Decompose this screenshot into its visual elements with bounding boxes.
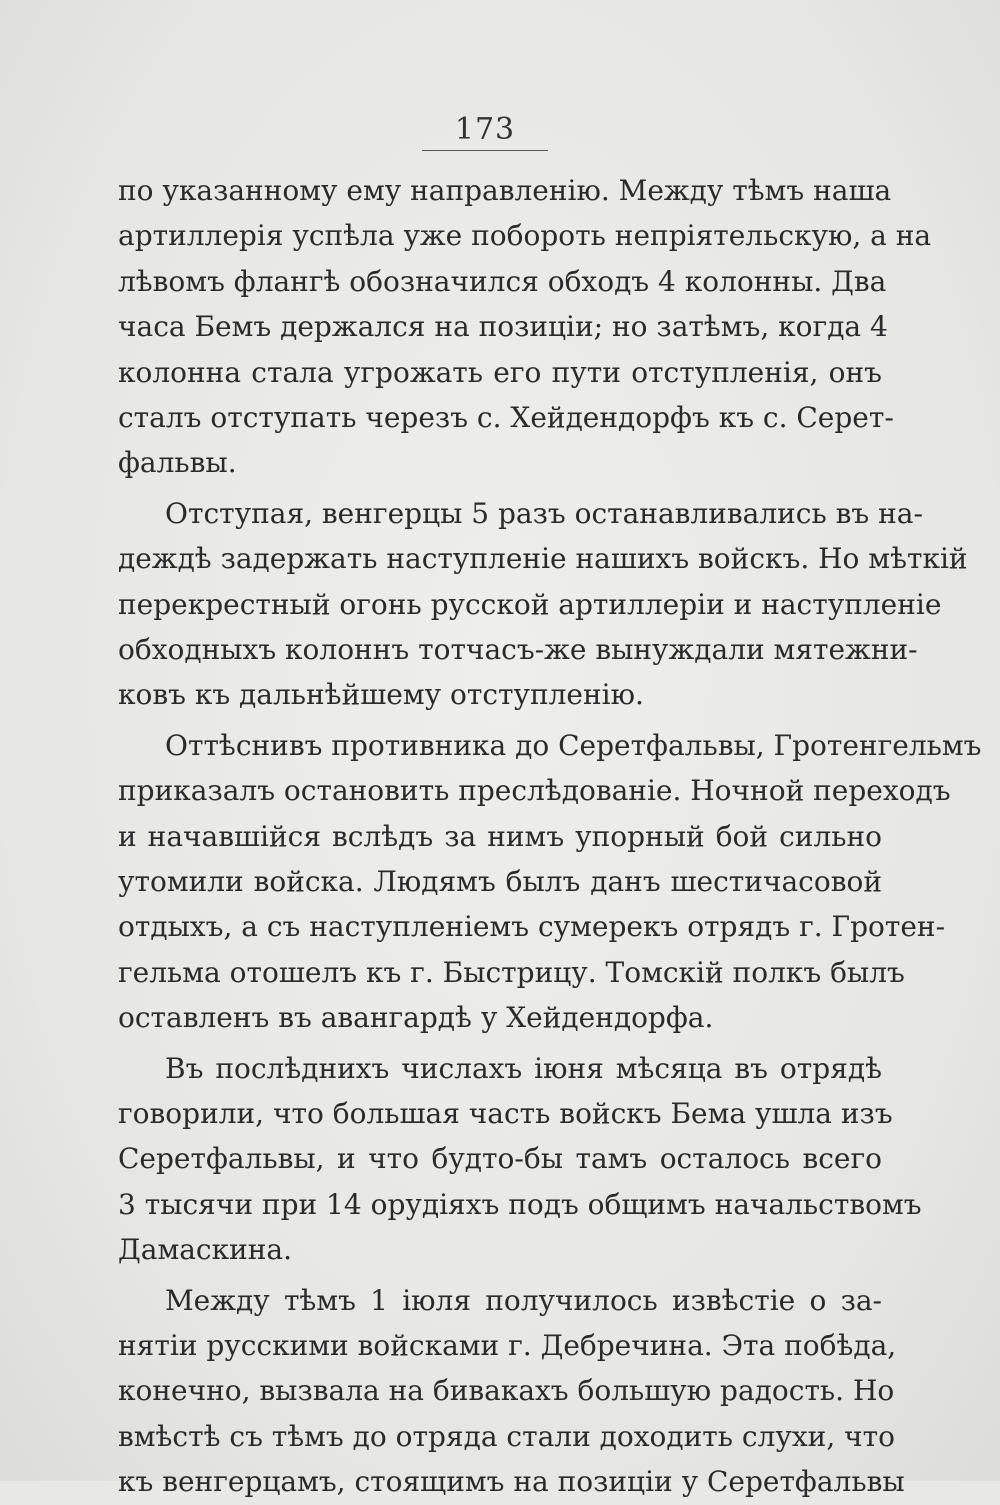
text-line: къ венгерцамъ, стоящимъ на позиціи у Серетфальвы: [118, 1465, 905, 1499]
text-line: перекрестный огонь русской артиллеріи и наступленіе: [118, 587, 942, 621]
text-line: утомили войска. Людямъ былъ данъ шестичасовой: [118, 865, 882, 898]
paragraph-first-line: Между тѣмъ 1 іюля получилось извѣстіе о за-: [165, 1283, 882, 1317]
text-line: обходныхъ колоннъ тотчасъ-же вынуждали мятежни-: [118, 633, 918, 666]
text-line: оставленъ въ авангардѣ у Хейдендорфа.: [118, 1001, 714, 1035]
text-line: Серетфальвы, и что будто-бы тамъ осталось всего: [118, 1142, 882, 1176]
text-line: конечно, вызвала на бивакахъ большую радость. Но: [118, 1374, 895, 1408]
text-line: фальвы.: [118, 446, 237, 480]
text-line: сталъ отступать черезъ с. Хейдендорфъ къ с. Серет-: [118, 401, 894, 434]
text-line: часа Бемъ держался на позиціи; но затѣмъ, когда 4: [118, 310, 888, 344]
text-line: артиллерія успѣла уже побороть непріятельскую, а на: [118, 219, 932, 253]
text-line: деждѣ задержать наступленіе нашихъ войскъ. Но мѣткій: [118, 542, 968, 576]
text-line: приказалъ остановить преслѣдованіе. Ночной переходъ: [118, 774, 951, 808]
paragraph-first-line: Оттѣснивъ противника до Серетфальвы, Гротенгельмъ: [165, 728, 982, 762]
text-line: говорили, что большая часть войскъ Бема ушла изъ: [118, 1097, 893, 1130]
paragraph-first-line: Въ послѣднихъ числахъ іюня мѣсяца въ отрядѣ: [165, 1051, 882, 1085]
text-line: отдыхъ, а съ наступленіемъ сумерекъ отрядъ г. Гротен-: [118, 910, 946, 944]
paragraph-first-line: Отступая, венгерцы 5 разъ останавливались въ на-: [165, 496, 923, 530]
text-line: ковъ къ дальнѣйшему отступленію.: [118, 678, 644, 712]
text-line: нятіи русскими войсками г. Дебречина. Эта побѣда,: [118, 1329, 897, 1362]
text-line: вмѣстѣ съ тѣмъ до отряда стали доходить слухи, что: [118, 1419, 895, 1453]
page-number-rule: [422, 150, 548, 151]
text-line: колонна стала угрожать его пути отступленія, онъ: [118, 355, 882, 389]
text-line: Дамаскина.: [118, 1233, 293, 1267]
text-line: и начавшійся вслѣдъ за нимъ упорный бой сильно: [118, 819, 882, 853]
page-number: 173: [454, 112, 516, 147]
text-line: по указанному ему направленію. Между тѣмъ наша: [118, 174, 892, 207]
text-line: 3 тысячи при 14 орудіяхъ подъ общимъ начальствомъ: [118, 1187, 922, 1221]
text-line: гельма отошелъ къ г. Быстрицу. Томскій полкъ былъ: [118, 955, 905, 989]
text-line: лѣвомъ флангѣ обозначился обходъ 4 колонны. Два: [118, 264, 887, 298]
